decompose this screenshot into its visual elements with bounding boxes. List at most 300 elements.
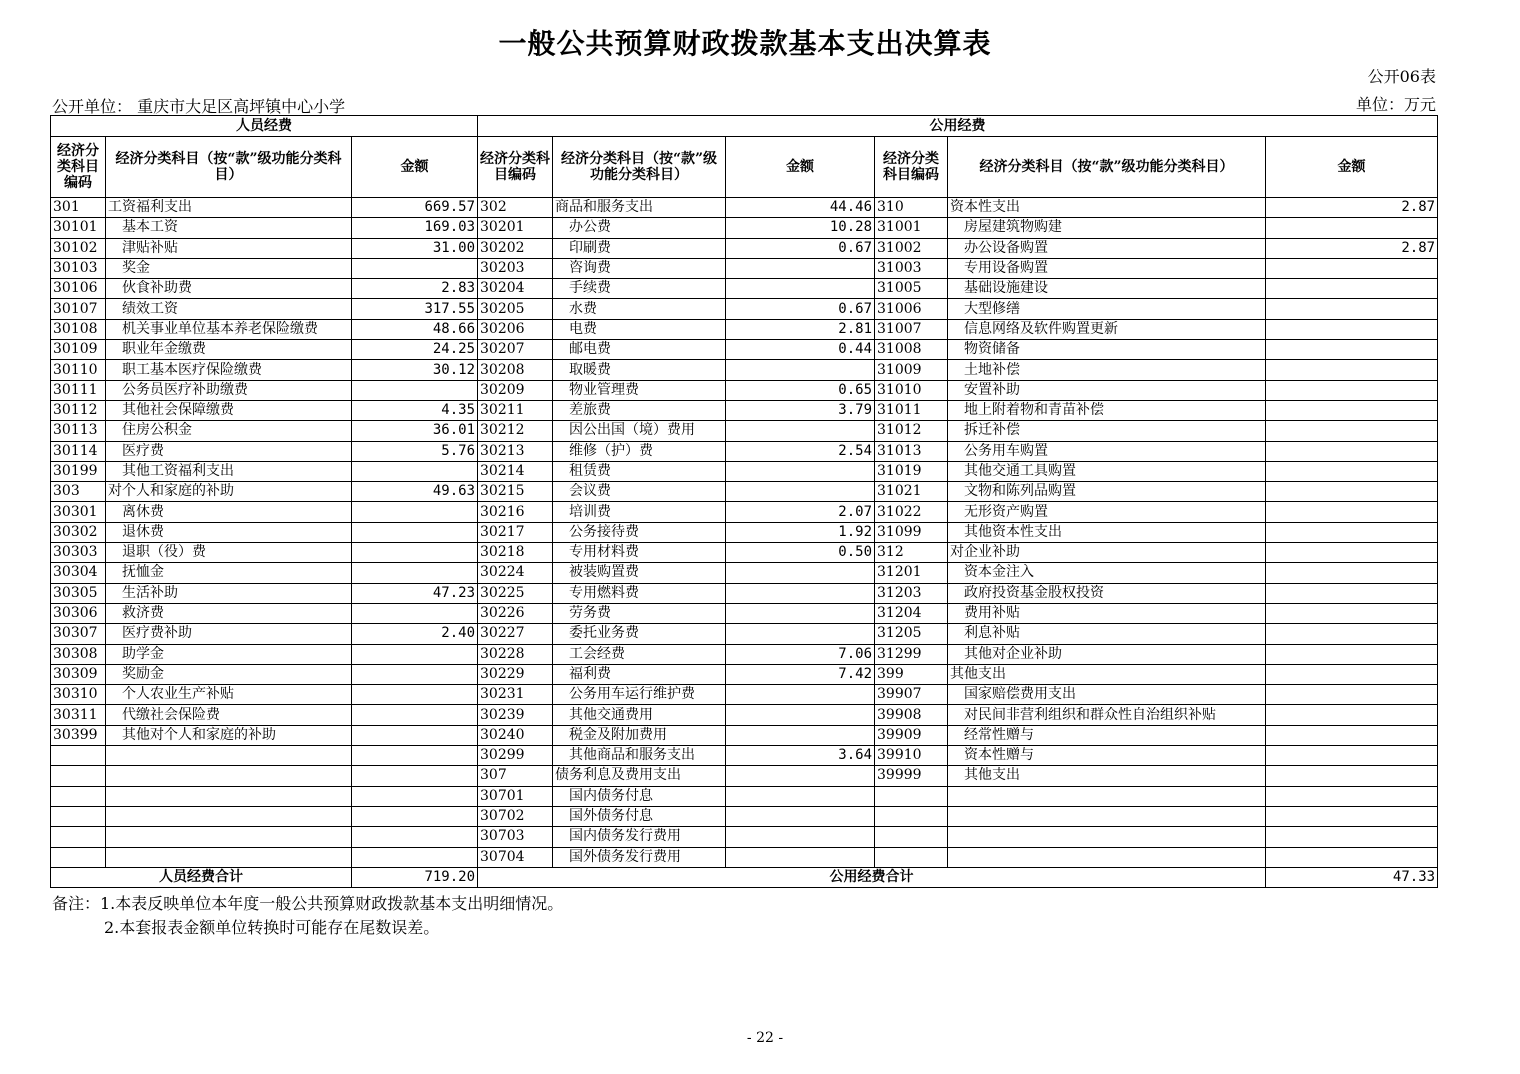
name-cell: 被装购置费 xyxy=(553,563,726,583)
code-cell: 31011 xyxy=(875,400,948,420)
amount-cell xyxy=(352,806,478,826)
name-cell: 劳务费 xyxy=(553,603,726,623)
table-row xyxy=(51,725,1438,745)
table-row xyxy=(51,502,1438,522)
code-cell: 30107 xyxy=(51,299,106,319)
table-row xyxy=(51,380,1438,400)
code-cell: 31007 xyxy=(875,319,948,339)
code-cell: 30304 xyxy=(51,563,106,583)
name-cell: 咨询费 xyxy=(553,258,726,278)
reporting-unit: 公开单位： 重庆市大足区高坪镇中心小学 xyxy=(52,97,346,116)
name-cell: 信息网络及软件购置更新 xyxy=(948,319,1266,339)
amount-cell xyxy=(1266,421,1438,441)
name-cell: 机关事业单位基本养老保险缴费 xyxy=(106,319,352,339)
code-cell: 39908 xyxy=(875,705,948,725)
name-cell: 助学金 xyxy=(106,644,352,664)
name-cell: 水费 xyxy=(553,299,726,319)
name-cell: 政府投资基金股权投资 xyxy=(948,583,1266,603)
currency-unit: 单位：万元 xyxy=(1355,95,1436,114)
amount-cell: 3.64 xyxy=(726,746,875,766)
code-cell: 30703 xyxy=(478,827,553,847)
code-cell: 30214 xyxy=(478,461,553,481)
name-cell: 对企业补助 xyxy=(948,543,1266,563)
code-cell: 39907 xyxy=(875,685,948,705)
name-cell: 国内债务发行费用 xyxy=(553,827,726,847)
amount-cell xyxy=(1266,360,1438,380)
amount-cell: 0.44 xyxy=(726,340,875,360)
name-cell: 公务用车购置 xyxy=(948,441,1266,461)
amount-cell xyxy=(352,827,478,847)
amount-cell xyxy=(352,766,478,786)
table-row xyxy=(51,847,1438,867)
code-cell: 31001 xyxy=(875,218,948,238)
amount-cell xyxy=(1266,847,1438,867)
name-cell: 专用燃料费 xyxy=(553,583,726,603)
code-cell: 31002 xyxy=(875,238,948,258)
name-cell: 其他资本性支出 xyxy=(948,522,1266,542)
amount-cell xyxy=(1266,786,1438,806)
code-cell: 30311 xyxy=(51,705,106,725)
code-cell: 30702 xyxy=(478,806,553,826)
code-cell: 30225 xyxy=(478,583,553,603)
name-cell: 奖励金 xyxy=(106,664,352,684)
amount-cell xyxy=(352,380,478,400)
public-total-value: 47.33 xyxy=(1266,867,1438,887)
personnel-header: 人员经费 xyxy=(51,116,478,137)
amount-cell xyxy=(1266,766,1438,786)
code-cell: 39910 xyxy=(875,746,948,766)
table-row xyxy=(51,705,1438,725)
code-cell: 31010 xyxy=(875,380,948,400)
name-cell: 国外债务付息 xyxy=(553,806,726,826)
amount-cell: 317.55 xyxy=(352,299,478,319)
amount-cell xyxy=(726,360,875,380)
code-cell: 31009 xyxy=(875,360,948,380)
table-row xyxy=(51,746,1438,766)
table-row xyxy=(51,218,1438,238)
name-cell: 对民间非营利组织和群众性自治组织补贴 xyxy=(948,705,1266,725)
name-cell xyxy=(106,786,352,806)
amount-cell xyxy=(1266,664,1438,684)
amount-cell xyxy=(1266,319,1438,339)
code-cell: 30202 xyxy=(478,238,553,258)
amount-cell xyxy=(352,258,478,278)
name-cell: 对个人和家庭的补助 xyxy=(106,482,352,502)
amount-cell xyxy=(726,563,875,583)
amount-cell: 0.67 xyxy=(726,238,875,258)
name-cell: 退职（役）费 xyxy=(106,543,352,563)
amount-cell: 669.57 xyxy=(352,198,478,218)
code-cell: 30231 xyxy=(478,685,553,705)
code-cell: 30217 xyxy=(478,522,553,542)
name-cell: 因公出国（境）费用 xyxy=(553,421,726,441)
name-cell: 其他社会保障缴费 xyxy=(106,400,352,420)
code-cell: 30209 xyxy=(478,380,553,400)
amount-cell xyxy=(1266,583,1438,603)
name-cell: 手续费 xyxy=(553,279,726,299)
table-row xyxy=(51,299,1438,319)
amount-cell xyxy=(726,624,875,644)
amount-cell xyxy=(352,746,478,766)
amount-cell xyxy=(726,583,875,603)
table-row xyxy=(51,461,1438,481)
code-cell: 30108 xyxy=(51,319,106,339)
table-row xyxy=(51,766,1438,786)
amount-cell xyxy=(726,827,875,847)
name-cell: 无形资产购置 xyxy=(948,502,1266,522)
notes xyxy=(52,892,563,940)
name-cell xyxy=(106,746,352,766)
name-cell: 维修（护）费 xyxy=(553,441,726,461)
table-row xyxy=(51,421,1438,441)
name-cell xyxy=(948,786,1266,806)
code-cell: 30301 xyxy=(51,502,106,522)
amount-cell xyxy=(352,725,478,745)
amount-cell: 36.01 xyxy=(352,421,478,441)
amount-cell xyxy=(352,543,478,563)
table-row xyxy=(51,543,1438,563)
code-cell: 30305 xyxy=(51,583,106,603)
amount-header: 金额 xyxy=(352,137,478,198)
amount-cell xyxy=(1266,543,1438,563)
code-cell xyxy=(51,827,106,847)
table-row xyxy=(51,441,1438,461)
amount-cell xyxy=(1266,624,1438,644)
amount-cell xyxy=(1266,705,1438,725)
expenditure-table xyxy=(50,115,1438,888)
name-cell: 职业年金缴费 xyxy=(106,340,352,360)
amount-cell: 2.87 xyxy=(1266,238,1438,258)
amount-cell: 4.35 xyxy=(352,400,478,420)
code-cell: 30206 xyxy=(478,319,553,339)
code-cell: 30213 xyxy=(478,441,553,461)
amount-cell xyxy=(352,786,478,806)
code-cell xyxy=(875,847,948,867)
form-number: 公开06表 xyxy=(1367,67,1436,86)
name-cell: 差旅费 xyxy=(553,400,726,420)
name-cell: 其他支出 xyxy=(948,766,1266,786)
name-cell xyxy=(948,847,1266,867)
code-cell xyxy=(51,847,106,867)
table-row xyxy=(51,583,1438,603)
table-row xyxy=(51,522,1438,542)
code-cell: 30110 xyxy=(51,360,106,380)
name-cell: 绩效工资 xyxy=(106,299,352,319)
name-cell: 办公设备购置 xyxy=(948,238,1266,258)
name-cell: 利息补贴 xyxy=(948,624,1266,644)
code-cell: 31021 xyxy=(875,482,948,502)
name-cell: 公务接待费 xyxy=(553,522,726,542)
code-cell xyxy=(51,786,106,806)
amount-cell xyxy=(1266,441,1438,461)
code-cell: 30228 xyxy=(478,644,553,664)
code-cell: 30303 xyxy=(51,543,106,563)
amount-cell xyxy=(352,705,478,725)
code-cell: 31012 xyxy=(875,421,948,441)
name-cell: 债务利息及费用支出 xyxy=(553,766,726,786)
amount-cell: 3.79 xyxy=(726,400,875,420)
code-cell: 39909 xyxy=(875,725,948,745)
code-cell: 30309 xyxy=(51,664,106,684)
name-cell: 经常性赠与 xyxy=(948,725,1266,745)
code-cell: 303 xyxy=(51,482,106,502)
amount-cell xyxy=(1266,461,1438,481)
amount-cell: 49.63 xyxy=(352,482,478,502)
name-cell: 印刷费 xyxy=(553,238,726,258)
amount-cell xyxy=(1266,644,1438,664)
code-cell xyxy=(875,827,948,847)
name-header: 经济分类科目（按“款”级功能分类科目） xyxy=(106,137,352,198)
amount-cell xyxy=(726,847,875,867)
page-title: 一般公共预算财政拨款基本支出决算表 xyxy=(498,27,992,60)
table-row xyxy=(51,198,1438,218)
amount-cell xyxy=(1266,502,1438,522)
amount-cell: 2.83 xyxy=(352,279,478,299)
code-cell: 301 xyxy=(51,198,106,218)
code-cell: 399 xyxy=(875,664,948,684)
amount-cell xyxy=(1266,380,1438,400)
amount-cell xyxy=(1266,685,1438,705)
name-cell xyxy=(106,847,352,867)
amount-cell xyxy=(352,847,478,867)
code-cell: 302 xyxy=(478,198,553,218)
amount-cell xyxy=(1266,725,1438,745)
name-cell: 其他工资福利支出 xyxy=(106,461,352,481)
name-cell: 其他对个人和家庭的补助 xyxy=(106,725,352,745)
code-cell: 31204 xyxy=(875,603,948,623)
amount-cell xyxy=(726,603,875,623)
code-cell: 30207 xyxy=(478,340,553,360)
amount-cell: 10.28 xyxy=(726,218,875,238)
amount-cell: 47.23 xyxy=(352,583,478,603)
code-header: 经济分类科目编码 xyxy=(478,137,553,198)
amount-cell: 169.03 xyxy=(352,218,478,238)
name-cell xyxy=(106,766,352,786)
amount-cell xyxy=(1266,827,1438,847)
name-cell: 物资储备 xyxy=(948,340,1266,360)
code-cell: 30106 xyxy=(51,279,106,299)
amount-cell xyxy=(352,461,478,481)
code-cell: 30201 xyxy=(478,218,553,238)
table-row xyxy=(51,360,1438,380)
name-cell: 办公费 xyxy=(553,218,726,238)
code-cell: 31203 xyxy=(875,583,948,603)
name-cell xyxy=(106,827,352,847)
table-row xyxy=(51,400,1438,420)
name-cell: 大型修缮 xyxy=(948,299,1266,319)
name-cell: 国内债务付息 xyxy=(553,786,726,806)
code-cell: 30704 xyxy=(478,847,553,867)
name-cell: 税金及附加费用 xyxy=(553,725,726,745)
name-cell: 地上附着物和青苗补偿 xyxy=(948,400,1266,420)
amount-cell: 30.12 xyxy=(352,360,478,380)
amount-cell: 2.40 xyxy=(352,624,478,644)
amount-cell xyxy=(726,685,875,705)
code-cell: 31019 xyxy=(875,461,948,481)
code-cell: 30215 xyxy=(478,482,553,502)
code-cell: 310 xyxy=(875,198,948,218)
amount-cell xyxy=(726,258,875,278)
code-cell: 30113 xyxy=(51,421,106,441)
name-cell: 工资福利支出 xyxy=(106,198,352,218)
amount-cell xyxy=(1266,279,1438,299)
table-row xyxy=(51,664,1438,684)
name-cell: 国家赔偿费用支出 xyxy=(948,685,1266,705)
name-cell: 工会经费 xyxy=(553,644,726,664)
code-cell: 31003 xyxy=(875,258,948,278)
code-cell: 31013 xyxy=(875,441,948,461)
code-header: 经济分类科目编码 xyxy=(875,137,948,198)
table-row xyxy=(51,279,1438,299)
amount-cell xyxy=(352,644,478,664)
name-cell: 取暖费 xyxy=(553,360,726,380)
amount-cell xyxy=(1266,603,1438,623)
table-body xyxy=(51,198,1438,868)
code-cell: 30218 xyxy=(478,543,553,563)
table-row xyxy=(51,258,1438,278)
name-cell: 奖金 xyxy=(106,258,352,278)
table-row xyxy=(51,685,1438,705)
code-cell xyxy=(51,746,106,766)
code-cell: 39999 xyxy=(875,766,948,786)
amount-cell: 7.42 xyxy=(726,664,875,684)
table-row xyxy=(51,806,1438,826)
name-cell: 其他交通工具购置 xyxy=(948,461,1266,481)
table-row xyxy=(51,624,1438,644)
amount-cell: 31.00 xyxy=(352,238,478,258)
name-cell: 培训费 xyxy=(553,502,726,522)
code-cell: 30226 xyxy=(478,603,553,623)
name-cell: 邮电费 xyxy=(553,340,726,360)
name-cell: 生活补助 xyxy=(106,583,352,603)
code-cell: 30239 xyxy=(478,705,553,725)
table-row xyxy=(51,786,1438,806)
name-cell: 抚恤金 xyxy=(106,563,352,583)
name-cell: 资本性赠与 xyxy=(948,746,1266,766)
name-cell: 其他支出 xyxy=(948,664,1266,684)
table-row xyxy=(51,482,1438,502)
name-cell: 医疗费补助 xyxy=(106,624,352,644)
name-cell: 其他交通费用 xyxy=(553,705,726,725)
name-cell: 专用设备购置 xyxy=(948,258,1266,278)
amount-cell xyxy=(1266,482,1438,502)
amount-cell xyxy=(1266,522,1438,542)
amount-cell xyxy=(726,482,875,502)
amount-cell: 2.87 xyxy=(1266,198,1438,218)
table-row xyxy=(51,827,1438,847)
amount-cell: 24.25 xyxy=(352,340,478,360)
amount-cell xyxy=(1266,340,1438,360)
code-cell: 31005 xyxy=(875,279,948,299)
code-cell: 307 xyxy=(478,766,553,786)
amount-cell xyxy=(1266,746,1438,766)
name-cell: 其他商品和服务支出 xyxy=(553,746,726,766)
amount-cell xyxy=(726,705,875,725)
public-header: 公用经费 xyxy=(478,116,1438,137)
page-number: - 22 - xyxy=(746,1030,784,1046)
table-row xyxy=(51,603,1438,623)
code-cell: 30205 xyxy=(478,299,553,319)
code-cell: 31205 xyxy=(875,624,948,644)
amount-cell xyxy=(352,502,478,522)
name-cell: 资本金注入 xyxy=(948,563,1266,583)
code-cell: 30701 xyxy=(478,786,553,806)
code-cell: 30216 xyxy=(478,502,553,522)
amount-cell xyxy=(352,563,478,583)
code-cell xyxy=(51,766,106,786)
amount-cell xyxy=(726,806,875,826)
code-cell: 30208 xyxy=(478,360,553,380)
name-cell: 租赁费 xyxy=(553,461,726,481)
amount-cell xyxy=(726,786,875,806)
amount-header: 金额 xyxy=(1266,137,1438,198)
public-total-label: 公用经费合计 xyxy=(478,867,1266,887)
code-cell: 31299 xyxy=(875,644,948,664)
name-cell: 物业管理费 xyxy=(553,380,726,400)
name-cell: 救济费 xyxy=(106,603,352,623)
name-cell: 文物和陈列品购置 xyxy=(948,482,1266,502)
code-cell: 31099 xyxy=(875,522,948,542)
code-cell xyxy=(875,786,948,806)
name-cell xyxy=(106,806,352,826)
code-cell xyxy=(875,806,948,826)
amount-cell xyxy=(726,766,875,786)
amount-cell xyxy=(1266,563,1438,583)
code-cell: 30203 xyxy=(478,258,553,278)
name-cell: 代缴社会保险费 xyxy=(106,705,352,725)
amount-cell xyxy=(352,603,478,623)
name-cell xyxy=(948,806,1266,826)
amount-cell xyxy=(352,685,478,705)
code-cell: 312 xyxy=(875,543,948,563)
header-row-columns xyxy=(51,137,1438,198)
code-cell: 30211 xyxy=(478,400,553,420)
name-cell: 公务员医疗补助缴费 xyxy=(106,380,352,400)
name-cell: 拆迁补偿 xyxy=(948,421,1266,441)
amount-cell xyxy=(726,461,875,481)
code-cell: 30109 xyxy=(51,340,106,360)
code-cell: 31008 xyxy=(875,340,948,360)
name-cell: 土地补偿 xyxy=(948,360,1266,380)
name-cell: 职工基本医疗保险缴费 xyxy=(106,360,352,380)
code-cell: 30306 xyxy=(51,603,106,623)
code-header: 经济分类科目编码 xyxy=(51,137,106,198)
personnel-total-label: 人员经费合计 xyxy=(51,867,352,887)
table-row xyxy=(51,319,1438,339)
amount-cell: 0.67 xyxy=(726,299,875,319)
code-cell: 30310 xyxy=(51,685,106,705)
code-cell: 30240 xyxy=(478,725,553,745)
name-cell: 费用补贴 xyxy=(948,603,1266,623)
amount-header: 金额 xyxy=(726,137,875,198)
name-cell: 会议费 xyxy=(553,482,726,502)
name-header: 经济分类科目（按“款”级功能分类科目） xyxy=(553,137,726,198)
amount-cell: 2.07 xyxy=(726,502,875,522)
amount-cell xyxy=(726,421,875,441)
code-cell: 30308 xyxy=(51,644,106,664)
code-cell: 30299 xyxy=(478,746,553,766)
amount-cell xyxy=(1266,806,1438,826)
code-cell: 30204 xyxy=(478,279,553,299)
name-cell: 离休费 xyxy=(106,502,352,522)
amount-cell xyxy=(1266,400,1438,420)
amount-cell xyxy=(352,664,478,684)
table-row xyxy=(51,644,1438,664)
code-cell: 30229 xyxy=(478,664,553,684)
amount-cell: 2.54 xyxy=(726,441,875,461)
amount-cell xyxy=(1266,299,1438,319)
table-row xyxy=(51,340,1438,360)
